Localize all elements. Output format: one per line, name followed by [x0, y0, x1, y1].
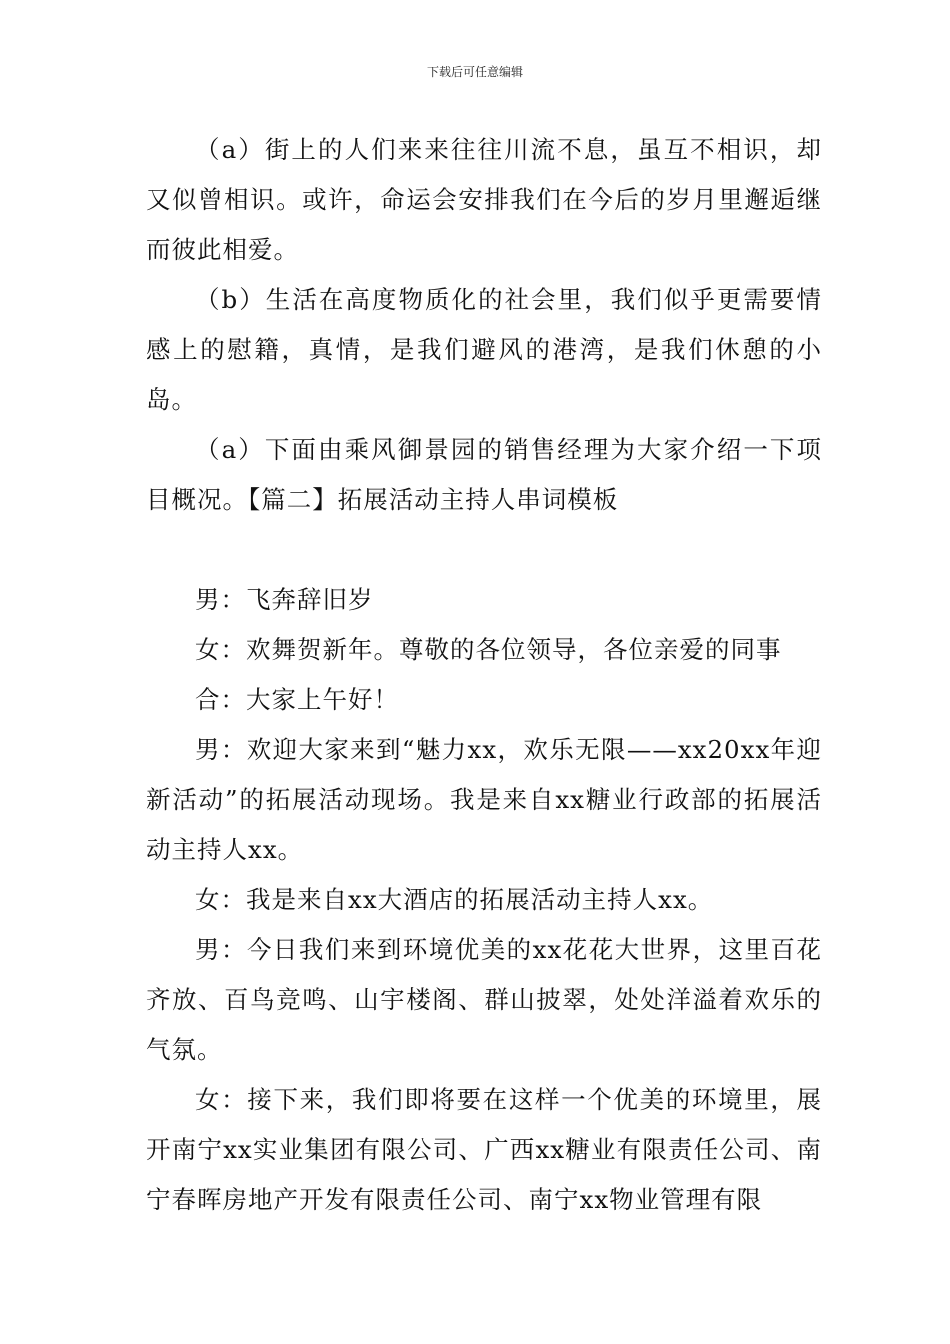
- dialogue-line-female-3: 女：接下来，我们即将要在这样一个优美的环境里，展开南宁xx实业集团有限公司、广西xx糖业有限责任公司、南宁春晖房地产开发有限责任公司、南宁xx物业管理有限: [146, 1085, 822, 1214]
- dialogue-line-female-1: 女：欢舞贺新年。尊敬的各位领导，各位亲爱的同事: [195, 635, 782, 664]
- paragraph-a-intro: （a）下面由乘风御景园的销售经理为大家介绍一下项目概况。【篇二】拓展活动主持人串词模板: [146, 435, 822, 514]
- dialogue-line-together: 合：大家上午好！: [195, 685, 399, 714]
- dialogue-line-male-3: 男：今日我们来到环境优美的xx花花大世界，这里百花齐放、百鸟竞鸣、山宇楼阁、群山披翠，处处洋溢着欢乐的气氛。: [146, 935, 822, 1064]
- dialogue-line-female-2: 女：我是来自xx大酒店的拓展活动主持人xx。: [195, 885, 714, 914]
- paragraph-b-life: （b）生活在高度物质化的社会里，我们似乎更需要情感上的慰籍，真情，是我们避风的港湾，是我们休憩的小岛。: [146, 285, 822, 414]
- section-spacer: [146, 525, 822, 575]
- paragraph-a-street: （a）街上的人们来来往往川流不息，虽互不相识，却又似曾相识。或许，命运会安排我们在今后的岁月里邂逅继而彼此相爱。: [146, 135, 822, 264]
- dialogue-line-male-2: 男：欢迎大家来到“魅力xx，欢乐无限——xx20xx年迎新活动”的拓展活动现场。我是来自xx糖业行政部的拓展活动主持人xx。: [146, 735, 822, 864]
- page-header: 下载后可任意编辑: [426, 65, 523, 79]
- document-body: [146, 125, 822, 1225]
- dialogue-line-male-1: 男：飞奔辞旧岁: [195, 585, 374, 614]
